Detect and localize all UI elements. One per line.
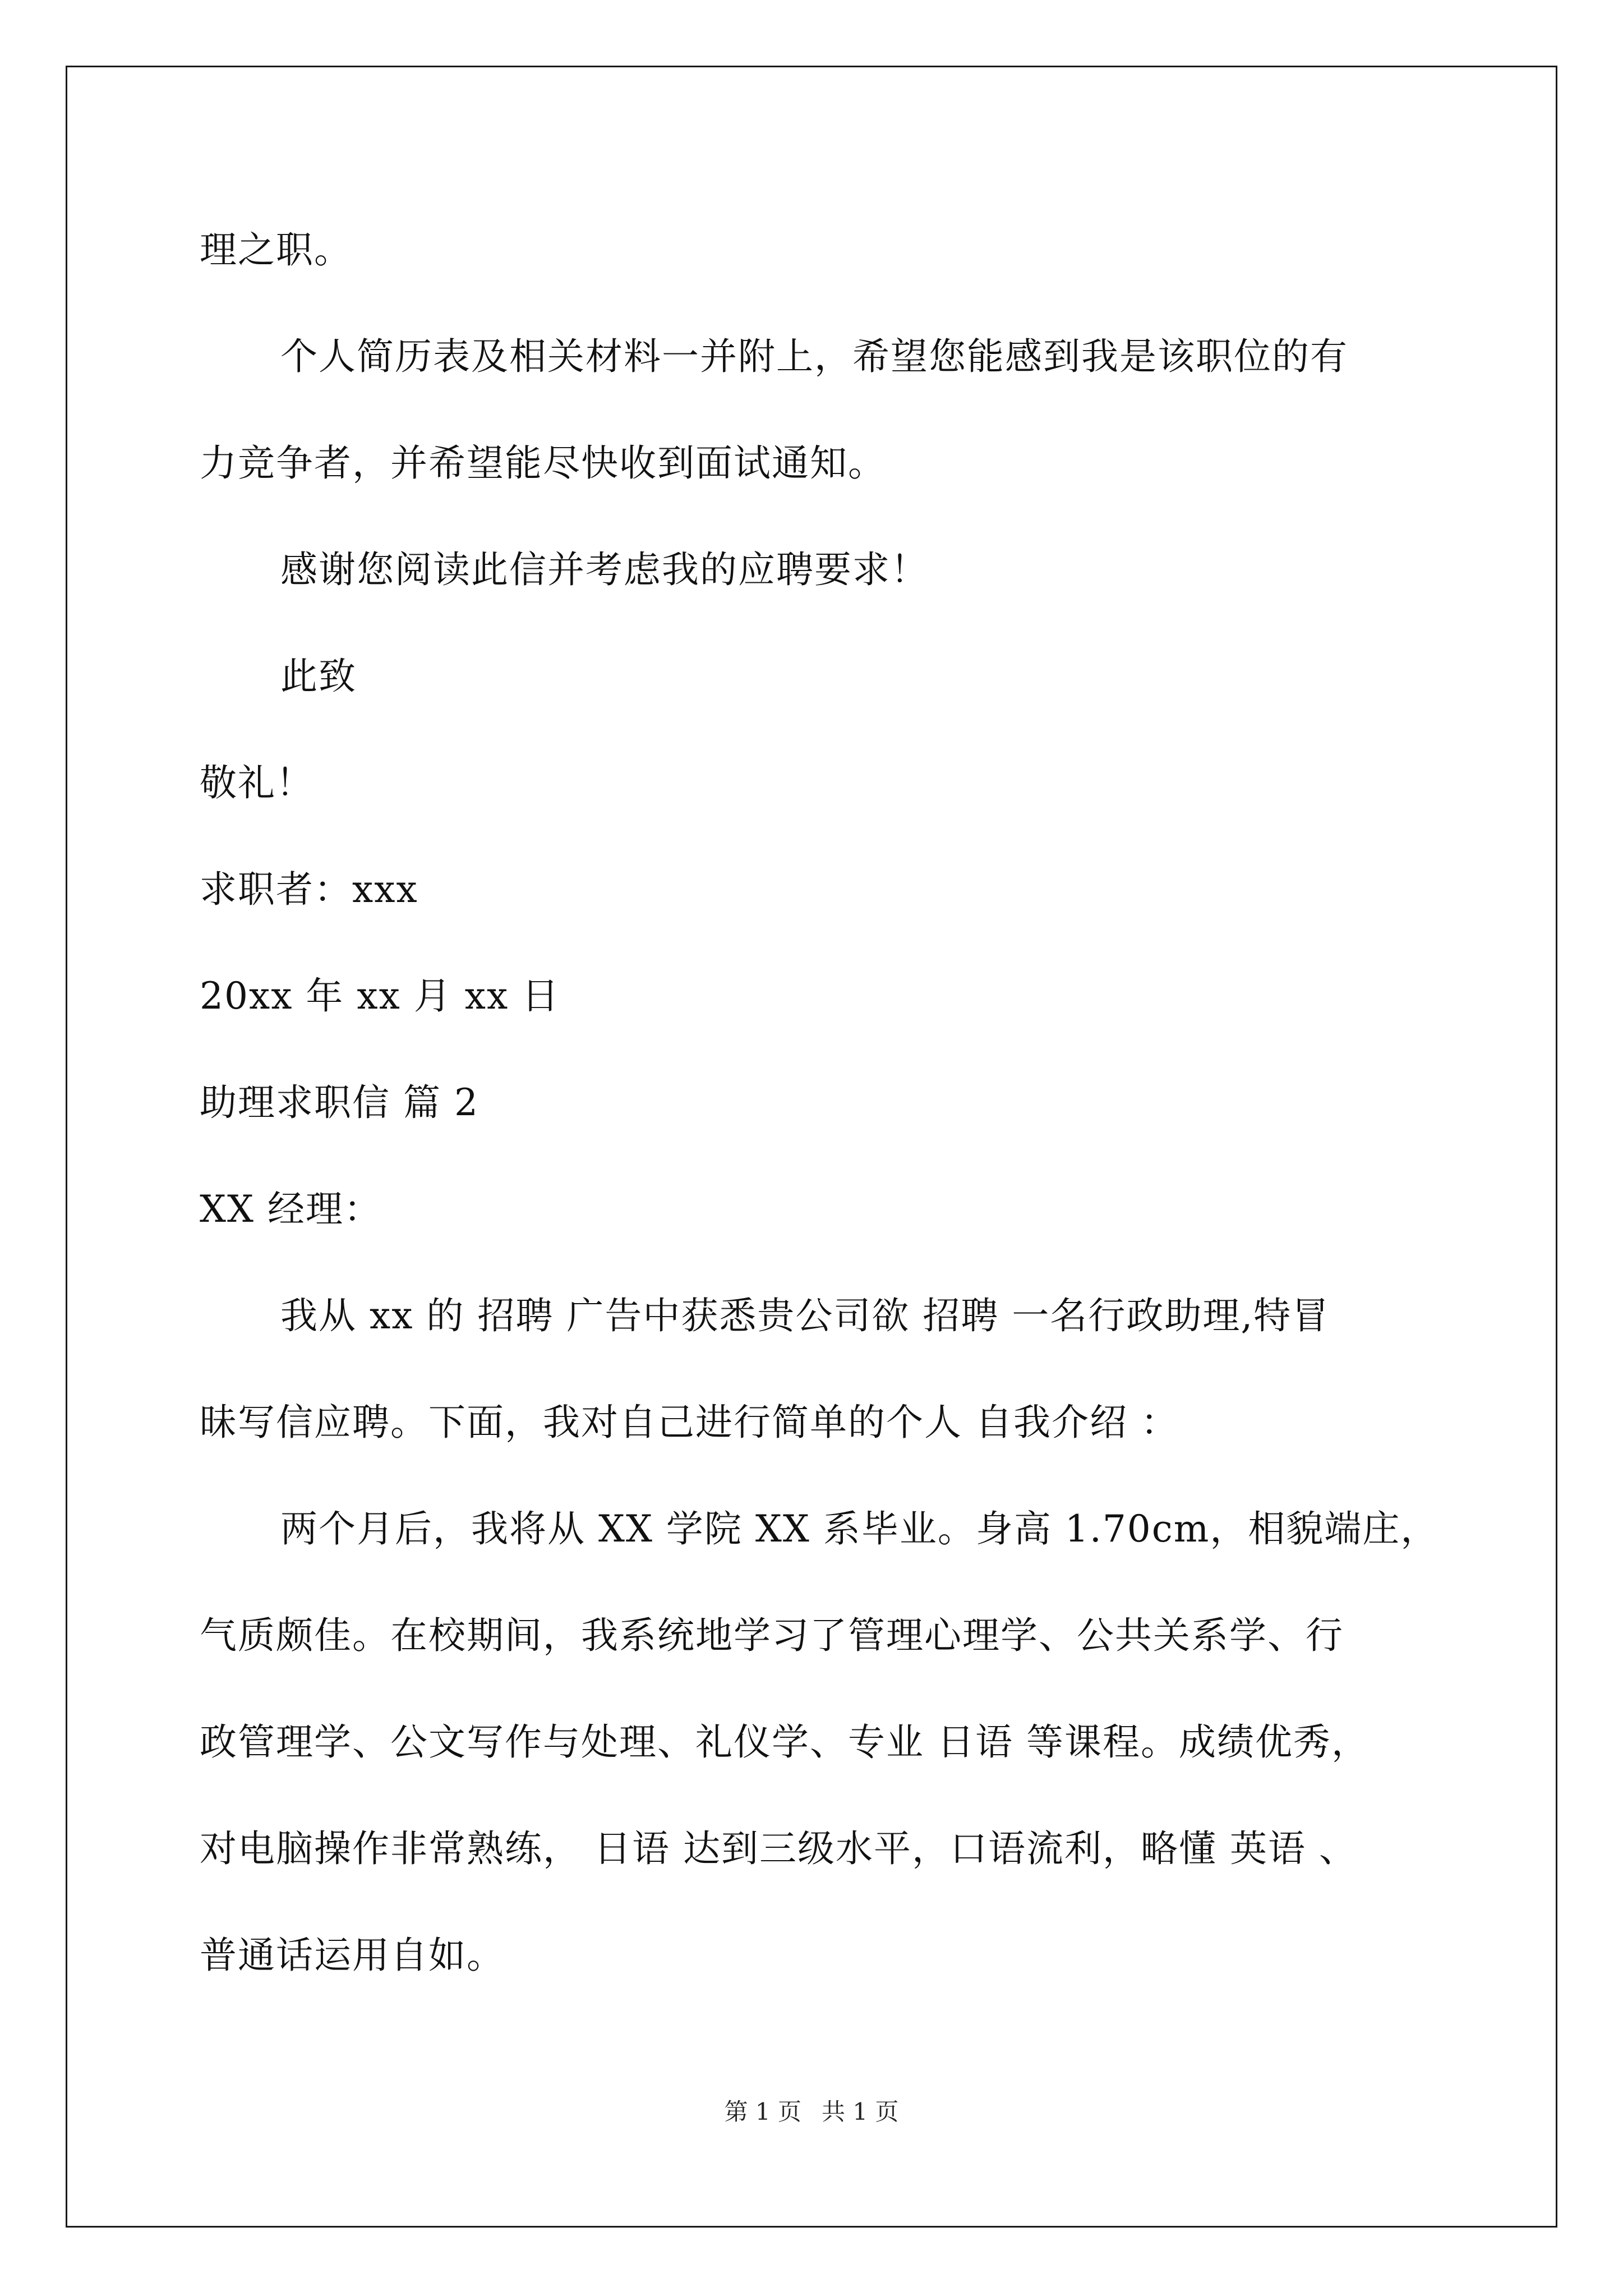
page-total: 共 1 页	[822, 2098, 899, 2125]
text-line: 个人简历表及相关材料一并附上，希望您能感到我是该职位的有	[280, 335, 1348, 378]
salutation-closing: 敬礼！	[200, 761, 314, 804]
text-line: 政管理学、公文写作与处理、礼仪学、专业 日语 等课程。成绩优秀，	[200, 1720, 1370, 1764]
text-line: 对电脑操作非常熟练， 日语 达到三级水平，口语流利，略懂 英语 、	[200, 1827, 1357, 1870]
text-line: 两个月后，我将从 XX 学院 XX 系毕业。身高 1.70cm，相貌端庄，	[280, 1507, 1439, 1550]
text-line: 昧写信应聘。下面，我对自己进行简单的个人 自我介绍 ：	[200, 1401, 1179, 1444]
text-line: 气质颇佳。在校期间，我系统地学习了管理心理学、公共关系学、行	[200, 1614, 1344, 1657]
page-border	[66, 66, 1557, 2228]
greeting-line: XX 经理：	[200, 1188, 382, 1231]
text-line: 感谢您阅读此信并考虑我的应聘要求！	[280, 548, 929, 591]
text-line: 普通话运用自如。	[200, 1934, 505, 1977]
date-line: 20xx 年 xx 月 xx 日	[200, 974, 560, 1018]
text-line: 力竞争者，并希望能尽快收到面试通知。	[200, 441, 886, 485]
page-number: 第 1 页	[724, 2098, 801, 2125]
page-footer	[0, 2095, 1623, 2129]
closing-phrase: 此致	[280, 655, 357, 698]
text-line: 我从 xx 的 招聘 广告中获悉贵公司欲 招聘 一名行政助理,特冒	[280, 1294, 1330, 1337]
section-title: 助理求职信 篇 2	[200, 1081, 479, 1124]
signature-line: 求职者：xxx	[200, 868, 418, 911]
text-line: 理之职。	[200, 228, 352, 272]
